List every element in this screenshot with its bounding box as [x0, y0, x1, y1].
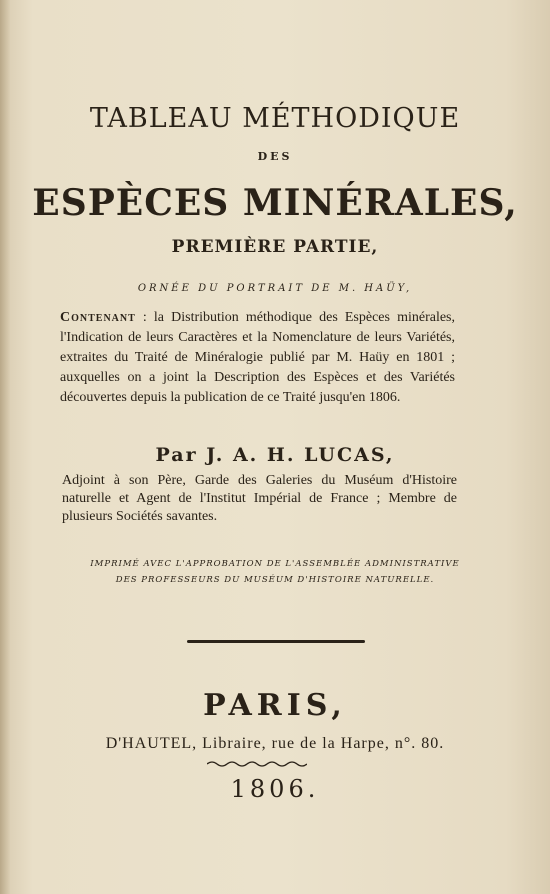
portrait-note: ORNÉE DU PORTRAIT DE M. HAÜY,: [137, 283, 413, 294]
publisher-line: D'HAUTEL, Libraire, rue de la Harpe, n°. 80.: [105, 735, 445, 752]
divider-rule: [187, 640, 365, 643]
contents-text: : la Distribution méthodique des Espèces minérales, l'Indication de leurs Caractères et la Nomenclature de leurs Variétés, extraites du Traité de Minéralogie publié par M. Haüy en 1801 ; auxquelles on a joint la Description des Espèces et des Variétés découvertes depuis la publication de ce Traité jusqu'en 1806.: [60, 310, 455, 405]
author-description: Adjoint à son Père, Garde des Galeries du Muséum d'Histoire naturelle et Agent de l'Institut Impérial de France ; Membre de plusieurs Sociétés savantes.: [62, 473, 457, 524]
ornamental-squiggle: [207, 760, 307, 768]
approval-line-1: IMPRIMÉ AVEC L'APPROBATION DE L'ASSEMBLÉE ADMINISTRATIVE: [90, 559, 460, 569]
approval-line-2: DES PROFESSEURS DU MUSÉUM D'HISTOIRE NATURELLE.: [115, 575, 435, 585]
title-line-2: ESPÈCES MINÉRALES,: [32, 182, 518, 224]
city-label: PARIS,: [203, 688, 347, 723]
title-des: DES: [257, 150, 293, 163]
contents-paragraph: [60, 308, 455, 408]
approval-notice: [0, 556, 550, 588]
title-line-1: TABLEAU MÉTHODIQUE: [89, 103, 461, 134]
contents-lead: Contenant: [60, 310, 136, 325]
author-line: Par J. A. H. LUCAS,: [155, 444, 395, 466]
part-label: PREMIÈRE PARTIE,: [171, 237, 379, 257]
publication-year: 1806.: [230, 775, 320, 803]
